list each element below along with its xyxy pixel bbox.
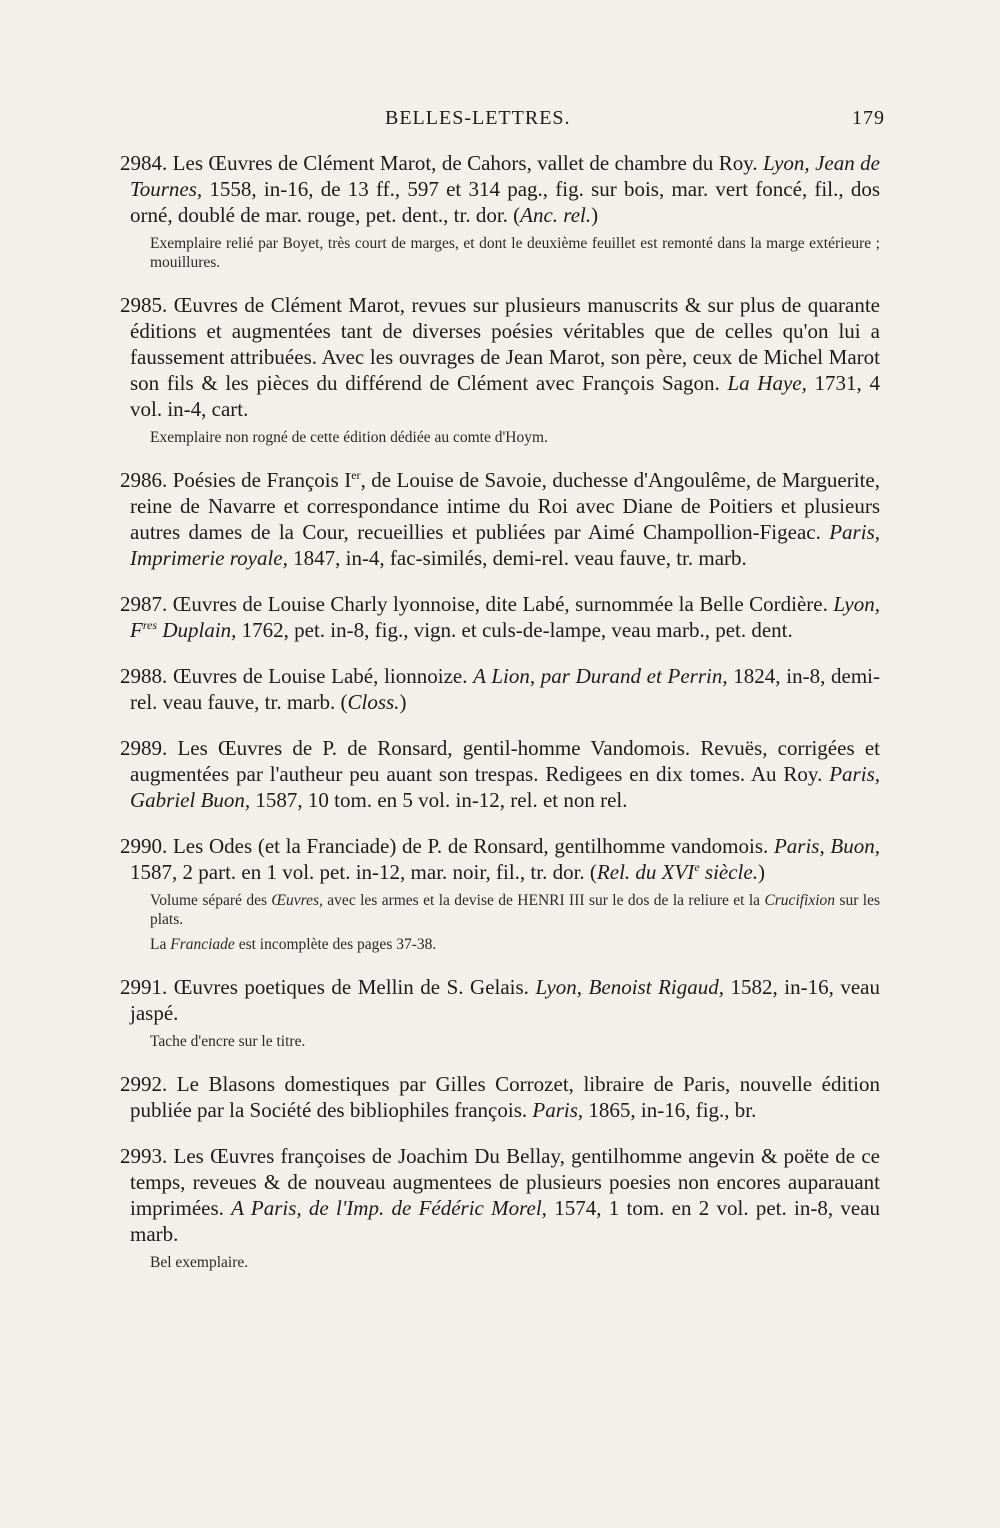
italic-text: e — [694, 860, 700, 874]
italic-text: Anc. rel. — [520, 203, 592, 227]
entry-number: 2993. — [120, 1144, 168, 1168]
italic-text: Paris, Buon, — [773, 834, 880, 858]
entry-description — [120, 292, 880, 422]
entry-number: 2986. — [120, 468, 168, 492]
entry-description — [120, 591, 880, 643]
entry-number: 2989. — [120, 736, 168, 760]
text-segment: 1574, 1 tom. en 2 vol. pet. in-8, veau marb. — [130, 1196, 881, 1246]
italic-text: Crucifixion — [764, 892, 836, 909]
italic-text: Duplain, — [157, 618, 237, 642]
entry-description — [120, 735, 880, 813]
text-segment: 1824, in-8, demi-rel. veau fauve, tr. marb. ( — [130, 664, 881, 714]
text-segment: Volume séparé des — [150, 892, 272, 909]
text-segment: Œuvres de Louise Labé, lionnoize. — [167, 664, 474, 688]
italic-text: Closs. — [347, 690, 400, 714]
entry-number: 2988. — [120, 664, 168, 688]
text-segment: Le Blasons domestiques par Gilles Corrozet, libraire de Paris, nouvelle édition publiée par la Société des bibliophiles françois. — [130, 1072, 880, 1122]
text-segment: Les Œuvres de Clément Marot, de Cahors, vallet de chambre du Roy. — [167, 151, 764, 175]
catalogue-entry — [120, 1071, 880, 1123]
entry-number: 2985. — [120, 293, 168, 317]
text-segment: er — [351, 468, 361, 482]
entry-number: 2984. — [120, 151, 168, 175]
text-segment: Poésies de François I — [167, 468, 352, 492]
text-segment: 1587, 2 part. en 1 vol. pet. in-12, mar. noir, fil., tr. dor. ( — [130, 860, 597, 884]
italic-text: Paris, Gabriel Buon, — [130, 762, 880, 812]
entry-description — [120, 467, 880, 571]
text-segment: Œuvres de Louise Charly lyonnoise, dite Labé, surnommée la Belle Cordière. — [167, 592, 834, 616]
catalogue-entry — [120, 974, 880, 1051]
catalogue-entry — [120, 833, 880, 954]
italic-text: A Lion, par Durand et Perrin, — [473, 664, 728, 688]
text-segment: Œuvres de Clément Marot, revues sur plusieurs manuscrits & sur plus de quarante éditions et augmentées tant de diverses poésies véritables que de celles qu'on lui a faussement attribuées. Avec les ouvrages de Jean Marot, son père, ceux de Michel Marot son fils & les pièces du différend de Clément avec François Sagon. — [130, 293, 880, 395]
entry-description — [120, 833, 880, 885]
italic-text: La Haye, — [727, 371, 807, 395]
section-title: BELLES-LETTRES. — [385, 107, 571, 129]
text-segment: Exemplaire relié par Boyet, très court de marges, et dont le deuxième feuillet est remonté dans la marge extérieure ; mouillures. — [150, 235, 880, 271]
italic-text: Œuvres, — [271, 892, 323, 909]
text-segment: 1587, 10 tom. en 5 vol. in-12, rel. et non rel. — [250, 788, 628, 812]
entry-number: 2990. — [120, 834, 168, 858]
text-segment: 1582, in-16, veau jaspé. — [130, 975, 880, 1025]
entry-note — [120, 891, 880, 929]
catalogue-entry — [120, 150, 880, 272]
italic-text: Lyon, Jean de Tournes, — [130, 151, 880, 201]
entry-note — [120, 935, 880, 954]
entry-number: 2992. — [120, 1072, 168, 1096]
entry-number: 2991. — [120, 975, 168, 999]
catalogue-entry — [120, 735, 880, 813]
catalogue-entry — [120, 292, 880, 447]
italic-text: Rel. du XVI — [596, 860, 695, 884]
text-segment: est incomplète des pages 37-38. — [234, 936, 437, 953]
entry-description — [120, 1143, 880, 1247]
italic-text: res — [142, 618, 158, 632]
italic-text: Lyon, F — [130, 592, 880, 642]
italic-text: Lyon, Benoist Rigaud, — [535, 975, 724, 999]
entry-description — [120, 974, 880, 1026]
entry-description — [120, 1071, 880, 1123]
text-segment: 1762, pet. in-8, fig., vign. et culs-de-lampe, veau marb., pet. dent. — [236, 618, 793, 642]
entry-note — [120, 1032, 880, 1051]
italic-text: Paris, — [532, 1098, 584, 1122]
text-segment: Les Œuvres de P. de Ronsard, gentil-homme Vandomois. Revuës, corrigées et augmentées par l'autheur peu auant son trespas. Redigees en dix tomes. Au Roy. — [130, 736, 880, 786]
text-segment: 1558, in-16, de 13 ff., 597 et 314 pag., fig. sur bois, mar. vert foncé, fil., dos orné, doublé de mar. rouge, pet. dent., tr. dor. ( — [130, 177, 880, 227]
catalogue-entry — [120, 663, 880, 715]
text-segment: Les Œuvres françoises de Joachim Du Bellay, gentilhomme angevin & poëte de ce temps, reveues & de nouveau augmentees de plusieurs poesies non encores auparauant imprimées. — [130, 1144, 880, 1220]
text-segment: ) — [757, 860, 765, 884]
text-segment: avec les armes et la devise de HENRI III sur le dos de la reliure et la — [322, 892, 765, 909]
italic-text: Paris, Imprimerie royale, — [130, 520, 880, 570]
text-segment: sur les plats. — [150, 892, 881, 928]
entry-number: 2987. — [120, 592, 168, 616]
entry-description — [120, 150, 880, 228]
running-header — [120, 107, 885, 135]
italic-text: siècle. — [699, 860, 758, 884]
text-segment: 1865, in-16, fig., br. — [583, 1098, 757, 1122]
entry-description — [120, 663, 880, 715]
text-segment: Les Odes (et la Franciade) de P. de Ronsard, gentilhomme vandomois. — [167, 834, 774, 858]
entry-note — [120, 1253, 880, 1272]
catalogue-entry — [120, 1143, 880, 1272]
text-segment: 1731, 4 vol. in-4, cart. — [130, 371, 880, 421]
text-segment: 1847, in-4, fac-similés, demi-rel. veau fauve, tr. marb. — [287, 546, 747, 570]
italic-text: Franciade — [170, 936, 235, 953]
text-segment: Bel exemplaire. — [150, 1254, 249, 1271]
text-segment: Tache d'encre sur le titre. — [150, 1033, 306, 1050]
text-segment: , de Louise de Savoie, duchesse d'Angoulême, de Marguerite, reine de Navarre et correspondance intime du Roi avec Diane de Poitiers et plusieurs autres dames de la Cour, recueillies et publiées par Aimé Champollion-Figeac. — [130, 468, 880, 544]
catalogue-entry — [120, 591, 880, 643]
entries-list — [120, 150, 880, 1292]
entry-note — [120, 428, 880, 447]
page-number: 179 — [852, 107, 885, 129]
text-segment: Exemplaire non rogné de cette édition dédiée au comte d'Hoym. — [150, 429, 548, 446]
entry-note — [120, 234, 880, 272]
catalogue-entry — [120, 467, 880, 571]
text-segment: Œuvres poetiques de Mellin de S. Gelais. — [167, 975, 536, 999]
text-segment: La — [150, 936, 171, 953]
text-segment: ) — [591, 203, 599, 227]
text-segment: ) — [399, 690, 407, 714]
italic-text: A Paris, de l'Imp. de Fédéric Morel, — [231, 1196, 547, 1220]
